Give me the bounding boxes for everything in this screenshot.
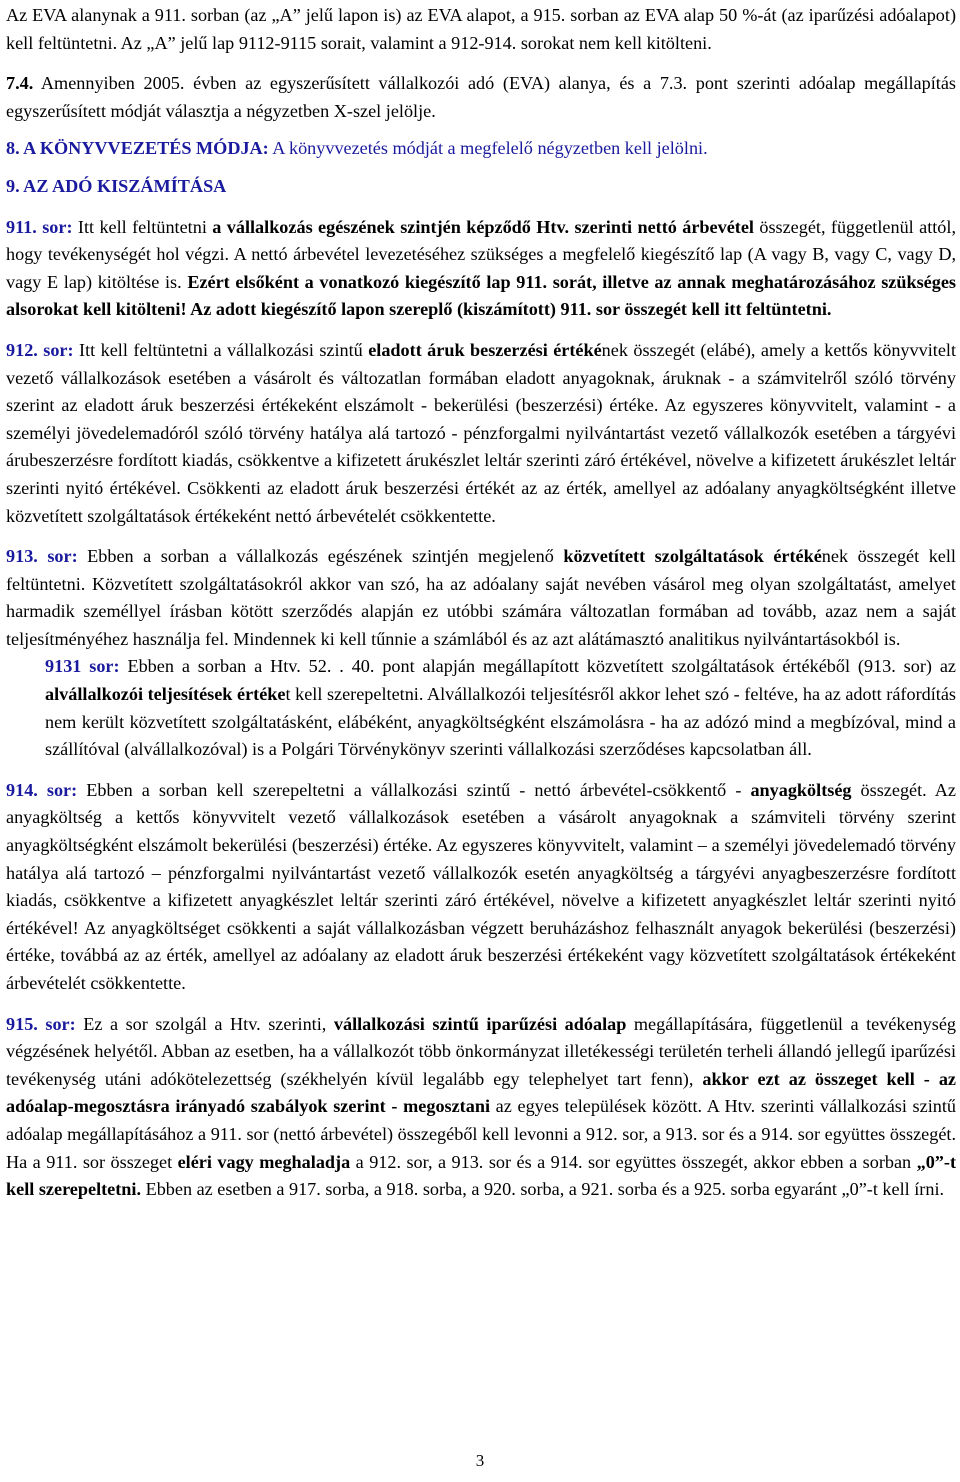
section-heading: 9. AZ ADÓ KISZÁMÍTÁSA	[6, 175, 227, 196]
row-914-paragraph	[6, 777, 956, 998]
row-text: összegét, függetlenül attól, hogy tevékenységét hol végzi. A nettó árbevétel levezetéséhez szükséges a megfelelő kiegészítő lap (A vagy B, vagy C, vagy D, vagy E lap) kitöltése is.	[6, 216, 956, 292]
section-8	[6, 135, 956, 163]
row-label: 912. sor:	[6, 339, 74, 360]
row-915-paragraph	[6, 1011, 956, 1204]
row-emphasis: a vállalkozás egészének szintjén képződő Htv. szerinti nettó árbevétel	[212, 216, 754, 237]
section-heading: 8. A KÖNYVVEZETÉS MÓDJA:	[6, 138, 269, 159]
row-text: Ebben az esetben a 917. sorba, a 918. sorba, a 920. sorba, a 921. sorba és a 925. sorba egyaránt „0”-t kell írni.	[141, 1179, 945, 1200]
section-text: Amennyiben 2005. évben az egyszerűsített vállalkozói adó (EVA) alanya, és a 7.3. pont szerinti adóalap megállapítás egyszerűsített módját választja a négyzetben X-szel jelölje.	[6, 73, 956, 121]
section-number: 7.4.	[6, 73, 34, 94]
row-912-paragraph	[6, 337, 956, 530]
row-label: 913. sor:	[6, 546, 78, 567]
row-text: nek összegét kell feltüntetni. Közvetített szolgáltatásokról akkor van szó, ha az adóalany saját nevében vásárol meg olyan szolgáltatást, amelyet harmadik személlyel írásban kötött szerződés alapján ez utóbbi számára változatlan formában ad tovább, azaz nem a saját teljesítményéhez használja fel. Mindennek ki kell tűnnie a számlából és az azt alátámasztó analitikus nyilvántartásokból is.	[6, 546, 956, 649]
section-7-4	[6, 70, 956, 125]
row-913-paragraph	[6, 543, 956, 653]
row-text: Itt kell feltüntetni a vállalkozási szintű	[73, 339, 369, 360]
page-number: 3	[475, 1451, 485, 1470]
row-emphasis: anyagköltség	[750, 779, 852, 800]
row-911-paragraph	[6, 214, 956, 324]
section-9-heading	[6, 173, 956, 201]
row-emphasis: eladott áruk beszerzési értéké	[368, 339, 602, 360]
row-emphasis: akkor ezt az összeget kell - az adóalap-megosztásra irányadó szabályok szerint - megosztani	[6, 1068, 956, 1117]
row-text: a 912. sor, a 913. sor és a 914. sor együttes összegét, akkor ebben a sorban	[350, 1151, 917, 1172]
intro-text: Az EVA alanynak a 911. sorban (az „A” jelű lapon is) az EVA alapot, a 915. sorban az EVA alap 50 %-át (az iparűzési adóalapot) kell feltüntetni. Az „A” jelű lap 9112-9115 sorait, valamint a 912-914. sorokat nem kell kitölteni.	[6, 5, 956, 53]
row-text: t kell szerepeltetni. Alvállalkozói teljesítésről akkor lehet szó - feltéve, ha az adott ráfordítás nem került közvetített szolgáltatásként, elábéként, anyagköltségként elszámolásra - ha az adózó mind a megbízóval, mind a szállítóval (alvállalkozóval) is a Polgári Törvénykönyv szerinti vállalkozási szerződéses kapcsolatban áll.	[45, 684, 956, 760]
row-text: Ez a sor szolgál a Htv. szerinti,	[75, 1013, 334, 1034]
row-text: Itt kell feltüntetni	[72, 216, 213, 237]
row-text: Ebben a sorban kell szerepeltetni a vállalkozási szintű - nettó árbevétel-csökkentő -	[77, 779, 751, 800]
row-label: 915. sor:	[6, 1013, 76, 1034]
row-emphasis: eléri vagy meghaladja	[177, 1151, 351, 1172]
row-text: nek összegét (elábé), amely a kettős könyvvitelt vezető vállalkozások esetében a vásárolt és változatlan formában eladott anyagoknak, áruknak - a számvitelről szóló törvény szerint az eladott áruk beszerzési értékeként elszámolt - bekerülési (beszerzési) értéke. Az egyszeres könyvvitelt, valamint - a személyi jövedelemadóról szóló törvény hatálya alá tartozó - pénzforgalmi nyilvántartást vezető vállalkozók esetében a tárgyévi árubeszerzésre fordított kiadás, csökkentve a kifizetett árukészlet leltár szerinti záró értékével, növelve a kifizetett árukészlet leltár szerinti nyitó értékével. Csökkenti az eladott áruk beszerzési értékét az az érték, amellyel az adóalany anyagköltségként illetve közvetített szolgáltatások értékeként nettó árbevételét csökkentette.	[6, 339, 956, 526]
row-label: 911. sor:	[6, 216, 73, 237]
row-label: 914. sor:	[6, 779, 78, 800]
row-text: az egyes települések között. A Htv. szerinti vállalkozási szintű adóalap megállapításához a 911. sor (nettó árbevétel) összegéből kell levonni a 912. sor, a 913. sor és a 914. sor együttes összegét. Ha a 911. sor összeget	[6, 1096, 957, 1172]
intro-paragraph	[6, 2, 956, 57]
row-text: Ebben a sorban a Htv. 52. . 40. pont alapján megállapított közvetített szolgáltatások értékéből (913. sor) az	[119, 656, 957, 677]
section-text: A könyvvezetés módját a megfelelő négyzetben kell jelölni.	[268, 138, 708, 159]
row-emphasis: alvállalkozói teljesítések értéke	[45, 684, 286, 705]
row-emphasis: közvetített szolgáltatások értéké	[563, 546, 822, 567]
row-text: összegét. Az anyagköltség a kettős könyvvitelt vezető vállalkozások esetében a vásárolt anyagoknak a számviteli törvény szerint anyagköltségként elszámolt bekerülési (beszerzési) értéke. Az egyszeres könyvvitelt, valamint – a személyi jövedelemadó törvény hatálya alá tartozó – pénzforgalmi nyilvántartást vezető vállalkozók esetén anyagköltség a tárgyévi anyagbeszerzésre fordított kiadás, csökkentve a kifizetett anyagkészlet leltár szerinti záró értékével, növelve a kifizetett anyagkészlet leltár szerinti nyitó értékével! Az anyagköltséget csökkenti a saját vállalkozásban végzett beruházáshoz felhasznált anyagok bekerülési (beszerzési) értéke, továbbá az az érték, amellyel az adóalany az eladott áruk beszerzési értékeként vagy közvetített szolgáltatások értékeként árbevételét csökkentette.	[6, 779, 956, 993]
document-page	[6, 2, 956, 1204]
row-9131-paragraph	[45, 653, 956, 763]
row-label: 9131 sor:	[45, 656, 120, 677]
row-text: megállapítására, függetlenül a tevékenység végzésének helyétől. Abban az esetben, ha a vállalkozót több önkormányzat illetékességi területén terheli állandó jellegű iparűzési tevékenység utáni adókötelezettség (székhelyén kívül legalább egy telephelyet tart fenn),	[6, 1013, 956, 1089]
row-emphasis: vállalkozási szintű iparűzési adóalap	[333, 1013, 627, 1034]
row-text: Ebben a sorban a vállalkozás egészének szintjén megjelenő	[77, 546, 564, 567]
row-emphasis: „0”-t kell szerepeltetni.	[6, 1151, 957, 1200]
row-emphasis: Ezért elsőként a vonatkozó kiegészítő lap 911. sorát, illetve az annak meghatározásához szükséges alsorokat kell kitölteni! Az adott kiegészítő lapon szereplő (kiszámított) 911. sor összegét kell itt feltüntetni.	[6, 271, 956, 320]
